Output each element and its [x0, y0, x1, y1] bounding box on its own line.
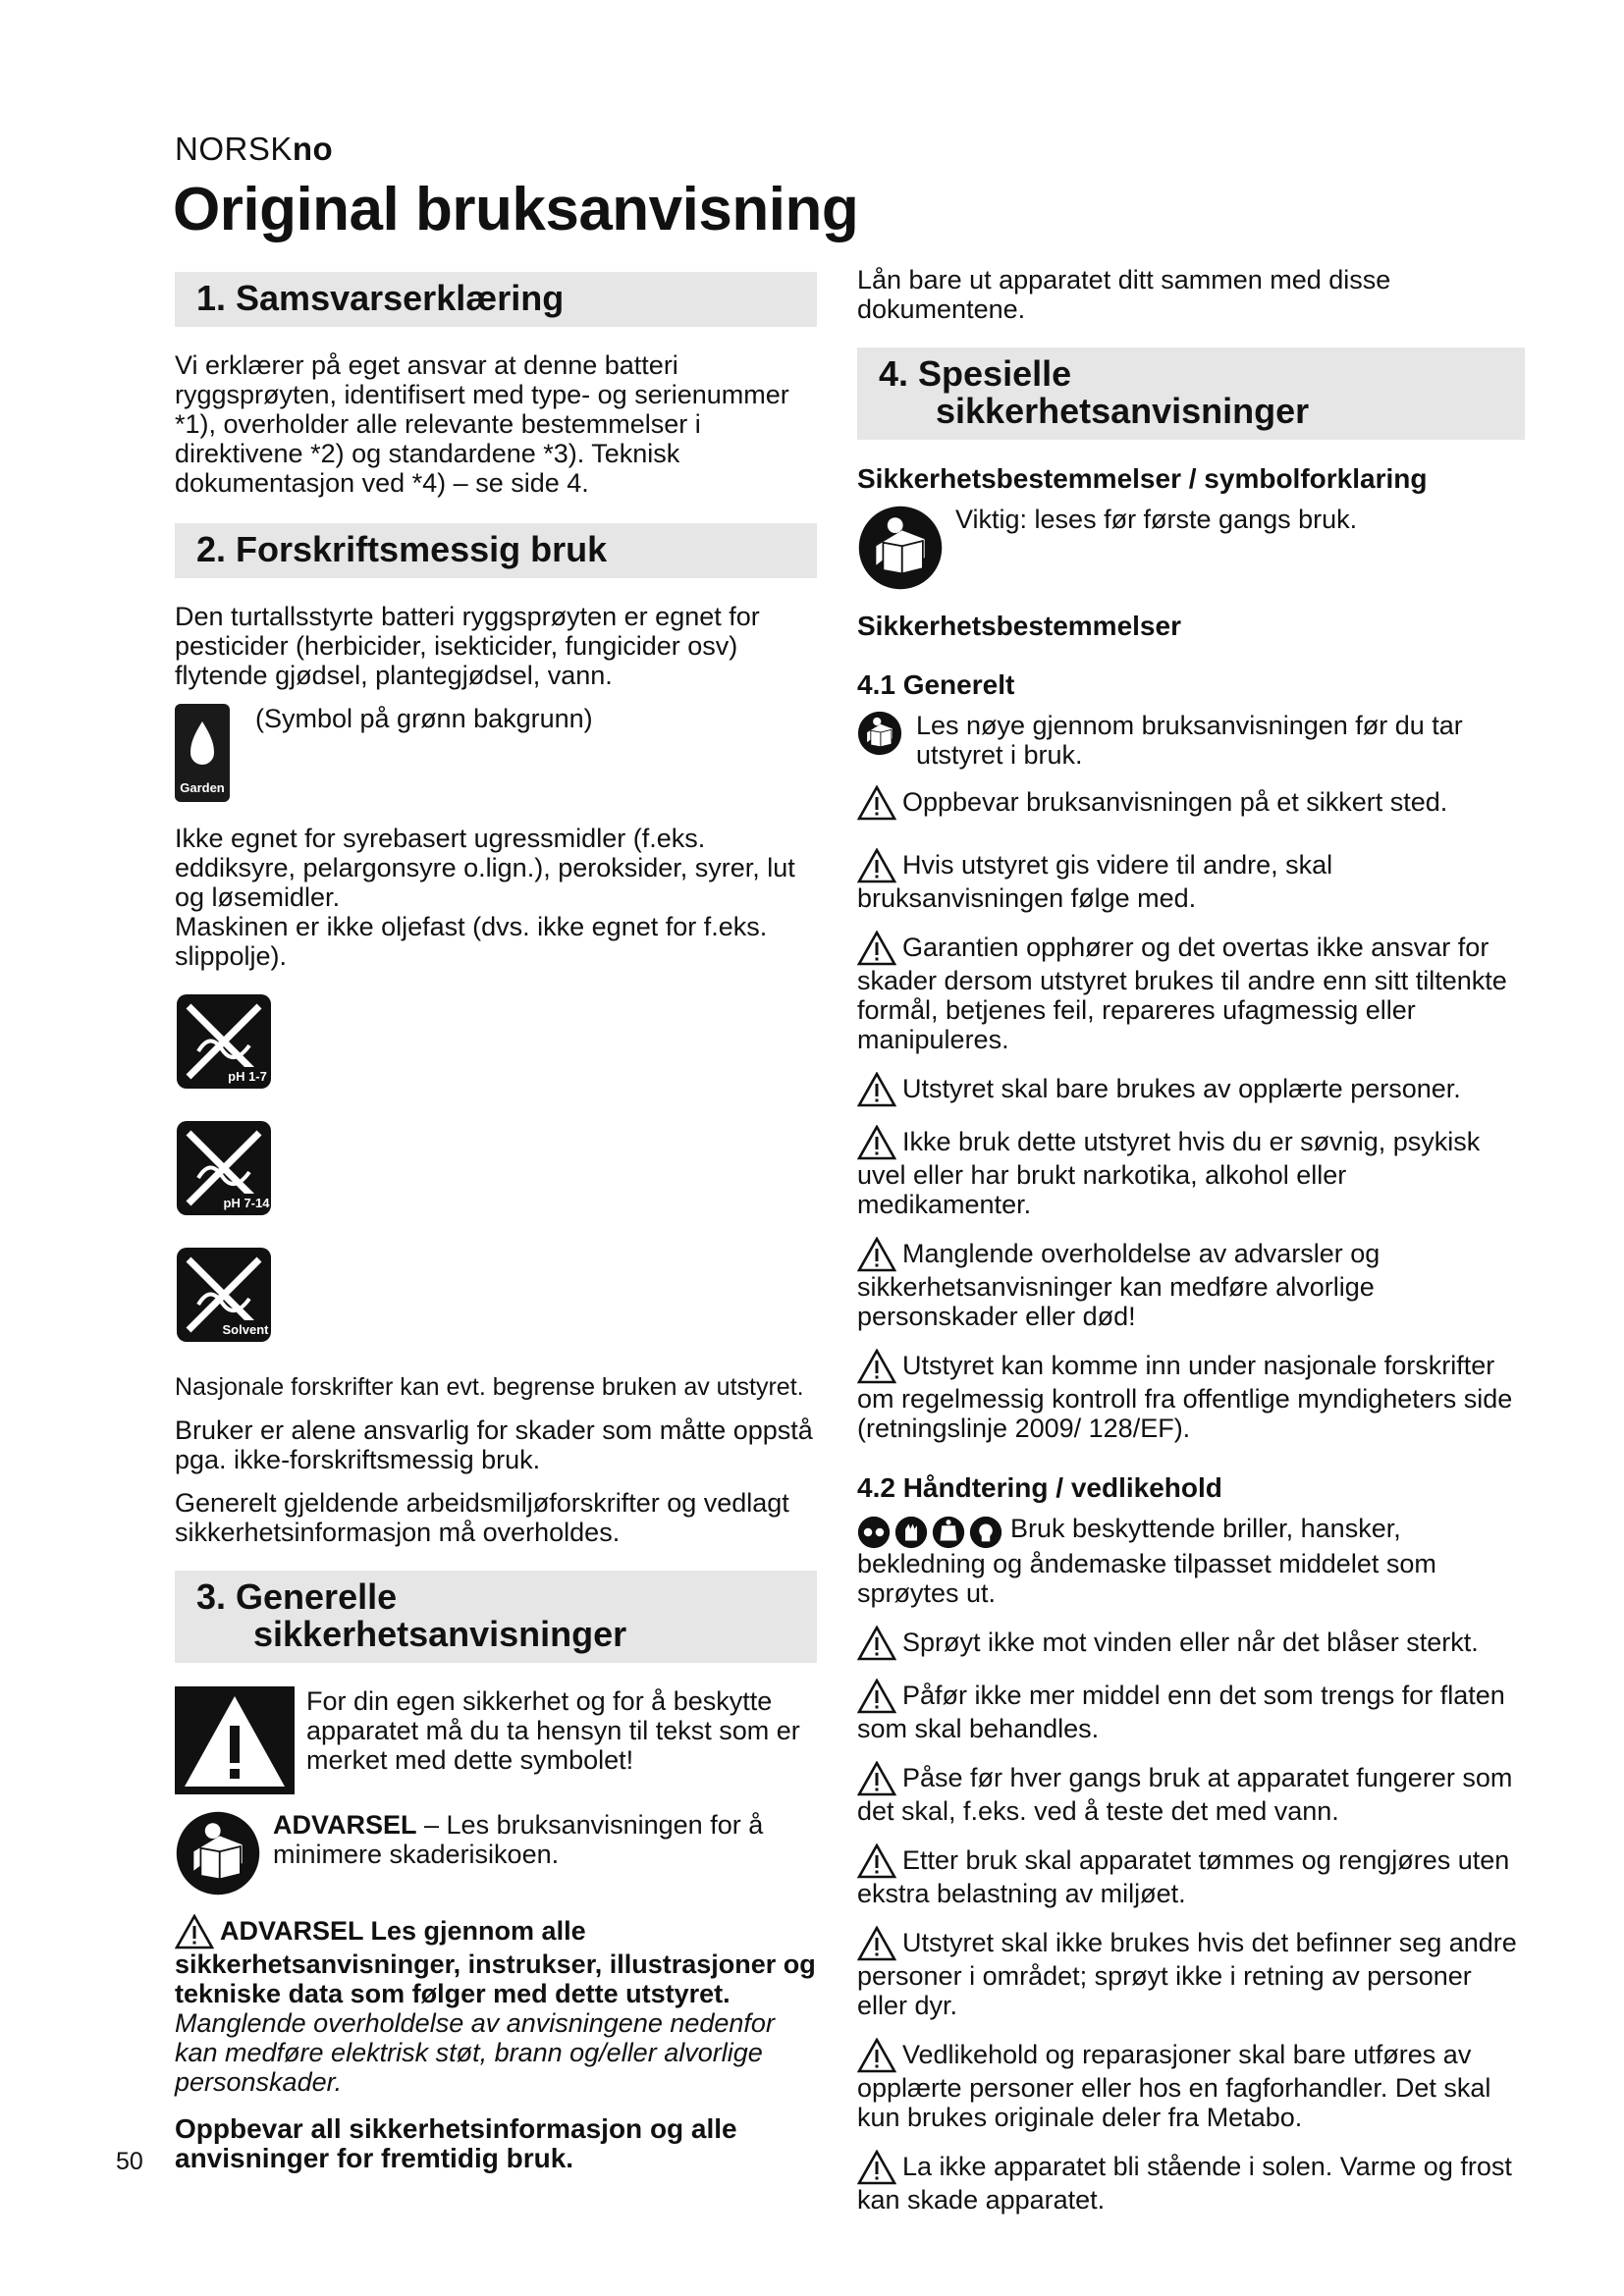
handling-item-7: Vedlikehold og reparasjoner skal bare utføres av opplærte personer eller hos en fagforhandler. Det skal kun brukes originale deler fra Metabo.	[857, 2040, 1491, 2132]
clothing-icon	[932, 1516, 965, 1549]
general-item-3: Hvis utstyret gis videre til andre, skal bruksanvisningen følge med.	[857, 850, 1333, 913]
not-suited-text: Ikke egnet for syrebasert ugressmidler (f.eks. eddiksyre, pelargonsyre o.lign.), peroksider, syrer, lut og løsemidler.	[175, 824, 795, 912]
garden-symbol-row	[175, 704, 817, 802]
handling-item-3: Påfør ikke mer middel enn det som trengs for flaten som skal behandles.	[857, 1681, 1505, 1743]
national-rules-text: Nasjonale forskrifter kan evt. begrense bruken av utstyret.	[175, 1373, 804, 1401]
subsection-4-2: 4.2 Håndtering / vedlikehold	[857, 1472, 1222, 1503]
warning-icon	[857, 1626, 896, 1661]
no-solvent-icon	[175, 1246, 273, 1344]
warning-icon	[857, 1761, 896, 1796]
read-manual-icon	[857, 505, 944, 591]
garden-caption: (Symbol på grønn bakgrunn)	[255, 704, 593, 733]
gloves-icon	[894, 1516, 928, 1549]
symbol-legend-heading: Sikkerhetsbestemmelser / symbolforklaring	[857, 463, 1428, 494]
handling-item-2: Sprøyt ikke mot vinden eller når det blåser sterkt.	[857, 1626, 1525, 1661]
not-oilproof-text: Maskinen er ikke oljefast (dvs. ikke egnet for f.eks. slippolje).	[175, 912, 768, 971]
lend-text: Lån bare ut apparatet ditt sammen med disse dokumentene.	[857, 265, 1391, 324]
garden-icon	[175, 704, 230, 802]
warning-icon	[857, 1072, 896, 1107]
section-3-heading: 3. Generelle sikkerhetsanvisninger	[175, 1571, 817, 1663]
warning-icon	[857, 931, 896, 966]
general-item-6: Ikke bruk dette utstyret hvis du er søvnig, psykisk uvel eller har brukt narkotika, alkohol eller medikamenter.	[857, 1127, 1481, 1219]
handling-item-4: Påse før hver gangs bruk at apparatet fungerer som det skal, f.eks. ved å teste det med vann.	[857, 1763, 1513, 1826]
warning-read-manual: ADVARSEL – Les bruksanvisningen for å minimere skaderisikoen.	[273, 1810, 764, 1869]
section-4-heading: 4. Spesielle sikkerhetsanvisninger	[857, 347, 1525, 440]
section-2-heading: 2. Forskriftsmessig bruk	[175, 523, 817, 578]
handling-item-8: La ikke apparatet bli stående i solen. Varme og frost kan skade apparatet.	[857, 2152, 1512, 2215]
page-title: Original bruksanvisning	[173, 176, 859, 243]
section-1-heading: 1. Samsvarserklæring	[175, 272, 817, 327]
general-item-2: Oppbevar bruksanvisningen på et sikkert sted.	[857, 785, 1525, 821]
warning-icon	[857, 2150, 896, 2185]
warning-icon	[857, 1125, 896, 1160]
respirator-icon	[969, 1516, 1002, 1549]
subsection-4-1: 4.1 Generelt	[857, 669, 1015, 700]
symbol-explanation: For din egen sikkerhet og for å beskytte apparatet må du ta hensyn til tekst som er merket med dette symbolet!	[306, 1686, 800, 1775]
no-solvent-label: Solvent	[222, 1322, 269, 1337]
garden-icon-label: Garden	[180, 780, 225, 795]
warning-icon	[857, 1679, 896, 1714]
general-item-7: Manglende overholdelse av advarsler og sikkerhetsanvisninger kan medføre alvorlige personskader eller død!	[857, 1239, 1380, 1331]
prohibited-icons	[175, 992, 817, 1372]
warning-icon	[175, 1914, 214, 1949]
no-acid-ph1-7-label: pH 1-7	[228, 1069, 267, 1084]
section-1-body: Vi erklærer på eget ansvar at denne batteri ryggsprøyten, identifisert med type- og serienummer *1), overholder alle relevante bestemmelser i direktivene *2) og standardene *3). Teknisk dokumentasjon ved *4) – se side 4.	[175, 350, 789, 498]
handling-item-5: Etter bruk skal apparatet tømmes og rengjøres uten ekstra belastning av miljøet.	[857, 1845, 1510, 1908]
important-text: Viktig: leses før første gangs bruk.	[955, 505, 1358, 534]
right-column	[857, 265, 1525, 2232]
handling-item-1: Bruk beskyttende briller, hansker, bekledning og åndemaske tilpasset middelet som sprøytes ut.	[857, 1514, 1436, 1608]
big-warning-row	[175, 1686, 817, 1794]
warning-icon	[857, 2038, 896, 2073]
environment-warning-icon	[857, 1843, 896, 1879]
left-column	[175, 272, 817, 2187]
keep-instructions-text: Oppbevar all sikkerhetsinformasjon og alle anvisninger for fremtidig bruk.	[175, 2113, 737, 2173]
no-acid-ph1-7-icon	[175, 992, 273, 1091]
read-manual-row	[175, 1810, 817, 1896]
general-item-1: Les nøye gjennom bruksanvisningen før du tar utstyret i bruk.	[857, 711, 1525, 770]
warning-icon	[857, 1926, 896, 1961]
page-number: 50	[116, 2148, 143, 2175]
warning-icon	[857, 785, 896, 821]
general-item-8: Utstyret kan komme inn under nasjonale forskrifter om regelmessig kontroll fra offentlige myndigheters side (retningslinje 2009/ 128/EF).	[857, 1351, 1513, 1443]
warning-icon	[857, 848, 896, 883]
general-item-5: Utstyret skal bare brukes av opplærte personer.	[857, 1072, 1525, 1107]
warning-read-all: ADVARSEL Les gjennom alle sikkerhetsanvisninger, instrukser, illustrasjoner og tekniske data som følger med dette utstyret. Manglende overholdelse av anvisningene nedenfor kan medføre elektrisk støt, brann og/eller alvorlige personskader.	[175, 1916, 816, 2097]
no-alkali-ph7-14-icon	[175, 1119, 273, 1217]
important-row	[857, 505, 1525, 591]
warning-icon	[857, 1349, 896, 1384]
section-2-body: Den turtallsstyrte batteri ryggsprøyten er egnet for pesticider (herbicider, isekticider, fungicider osv) flytende gjødsel, plantegjødsel, vann.	[175, 602, 760, 690]
liability-text: Bruker er alene ansvarlig for skader som måtte oppstå pga. ikke-forskriftsmessig bruk.	[175, 1415, 813, 1474]
goggles-icon	[857, 1516, 891, 1549]
ppe-icons	[857, 1516, 1002, 1549]
warning-triangle-icon	[175, 1686, 295, 1794]
general-rules-text: Generelt gjeldende arbeidsmiljøforskrifter og vedlagt sikkerhetsinformasjon må overholdes.	[175, 1488, 789, 1547]
warning-icon	[857, 1237, 896, 1272]
safety-rules-heading: Sikkerhetsbestemmelser	[857, 611, 1181, 641]
language-label: NORSKno	[175, 131, 334, 167]
no-alkali-ph7-14-label: pH 7-14	[223, 1196, 270, 1210]
handling-item-6: Utstyret skal ikke brukes hvis det befinner seg andre personer i området; sprøyt ikke i retning av personer eller dyr.	[857, 1928, 1517, 2020]
read-manual-icon	[175, 1810, 261, 1896]
read-manual-icon	[857, 711, 902, 756]
general-item-4: Garantien opphører og det overtas ikke ansvar for skader dersom utstyret brukes til andre enn sitt tiltenkte formål, betjenes feil, repareres ufagmessig eller manipuleres.	[857, 933, 1507, 1054]
